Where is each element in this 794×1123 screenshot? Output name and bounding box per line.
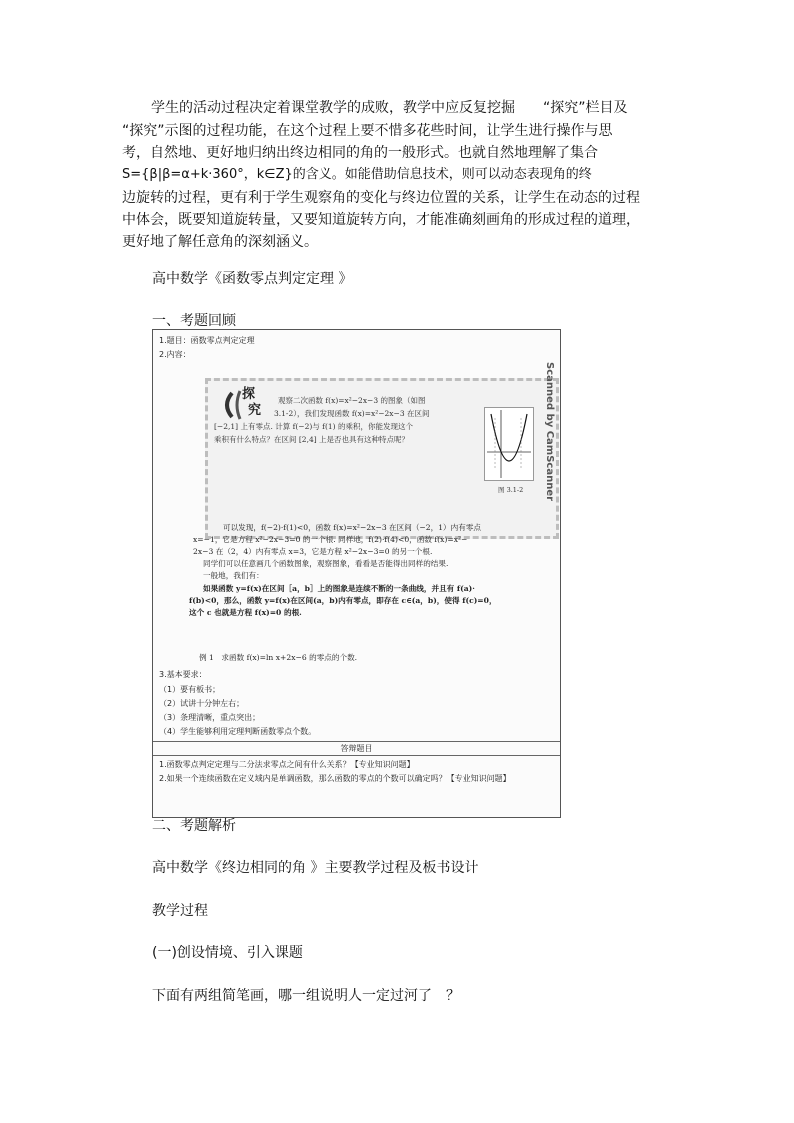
scan-body-line: f(b)<0，那么，函数 y=f(x)在区间(a，b)内有零点，即存在 c∈(a，b)，使得 f(c)=0， [189, 596, 497, 605]
explore-line: 3.1-2），我们发现函数 f(x)=x²−2x−3 在区间 [274, 409, 430, 418]
scanned-exam-image [152, 329, 561, 818]
step-heading: (一)创设情境、引入课题 [152, 945, 303, 961]
scan-body-line: 这个 c 也就是方程 f(x)=0 的根. [189, 608, 302, 617]
explore-badge-text: 探 [242, 387, 256, 402]
explore-box [205, 378, 559, 539]
explore-badge-text: 究 [248, 403, 262, 418]
qa-divider [153, 741, 560, 742]
intro-line: “探究”示图的过程功能，在这个过程上要不惜多花些时间，让学生进行操作与思 [122, 123, 613, 139]
intro-line: 中体会，既要知道旋转量，又要知道旋转方向，才能准确刻画角的形成过程的道理， [122, 212, 640, 228]
explore-line: 乘积有什么特点？在区间 [2,4] 上是否也具有这种特点呢？ [214, 435, 410, 444]
scan-content-label: 2.内容： [159, 350, 191, 359]
intro-line: 更好地了解任意角的深刻涵义。 [122, 234, 318, 250]
intro-line: S={β|β=α+k·360°，k∈Z}的含义。如能借助信息技术，则可以动态表现角的终 [122, 167, 592, 182]
section-heading-2: 二、考题解析 [152, 818, 236, 834]
requirement-item: （4）学生能够利用定理判断函数零点个数。 [159, 727, 317, 736]
explore-badge-icon [220, 385, 266, 425]
lesson-title-1: 高中数学《函数零点判定定理 》 [152, 271, 353, 287]
scan-body-line: 2x−3 在（2，4）内有零点 x=3，它是方程 x²−2x−3=0 的另一个根. [193, 547, 433, 556]
qa-divider [153, 755, 560, 756]
scan-topic: 1.题目：函数零点判定定理 [159, 336, 255, 345]
scan-body-line: 可以发现，f(−2)·f(1)<0，函数 f(x)=x²−2x−3 在区间（−2，1）内有零点 [223, 523, 482, 532]
requirement-item: （2）试讲十分钟左右； [159, 699, 245, 708]
requirements-title: 3.基本要求： [159, 670, 207, 679]
explore-line: [−2,1] 上有零点. 计算 f(−2)与 f(1) 的乘积，你能发现这个 [214, 422, 413, 431]
intro-line: 学生的活动过程决定着课堂教学的成败，教学中应反复挖掘 “探究”栏目及 [151, 100, 628, 116]
scan-body-line: 同学们可以任意画几个函数图象，观察图象，看看是否能得出同样的结果. [203, 559, 449, 568]
camscanner-watermark: Scanned by CamScanner [544, 362, 555, 502]
lesson-title-2: 高中数学《终边相同的角 》主要教学过程及板书设计 [152, 860, 479, 876]
requirement-item: （3）条理清晰，重点突出； [159, 713, 261, 722]
teaching-process-heading: 教学过程 [152, 903, 208, 919]
intro-line: 考，自然地、更好地归纳出终边相同的角的一般形式。也就自然地理解了集合 [122, 145, 598, 161]
requirement-item: （1）要有板书； [159, 685, 221, 694]
question-line: 下面有两组简笔画，哪一组说明人一定过河了 ？ [152, 988, 460, 1004]
explore-line: 观察二次函数 f(x)=x²−2x−3 的图象（如图 [278, 396, 426, 405]
parabola-figure [484, 407, 534, 481]
scan-body-line: x=−1，它是方程 x²−2x−3=0 的一个根. 同样地，f(2)·f(4)<0，函数 f(x)=x²− [193, 535, 468, 544]
qa-item: 1.函数零点判定定理与二分法求零点之间有什么关系？【专业知识问题】 [159, 760, 415, 769]
scan-body-line: 一般地，我们有： [203, 571, 264, 580]
section-heading-1: 一、考题回顾 [152, 313, 236, 329]
figure-caption: 图 3.1-2 [498, 486, 524, 494]
scan-example: 例 1 求函数 f(x)=ln x+2x−6 的零点的个数. [199, 653, 358, 662]
intro-line: 边旋转的过程，更有利于学生观察角的变化与终边位置的关系，让学生在动态的过程 [122, 190, 640, 206]
scan-body-line: 如果函数 y=f(x)在区间［a，b］上的图象是连续不断的一条曲线，并且有 f(a)· [203, 584, 475, 593]
qa-header: 答辩题目 [340, 744, 373, 753]
qa-item: 2.如果一个连续函数在定义域内是单调函数，那么函数的零点的个数可以确定吗？【专业知识问题】 [159, 774, 511, 783]
